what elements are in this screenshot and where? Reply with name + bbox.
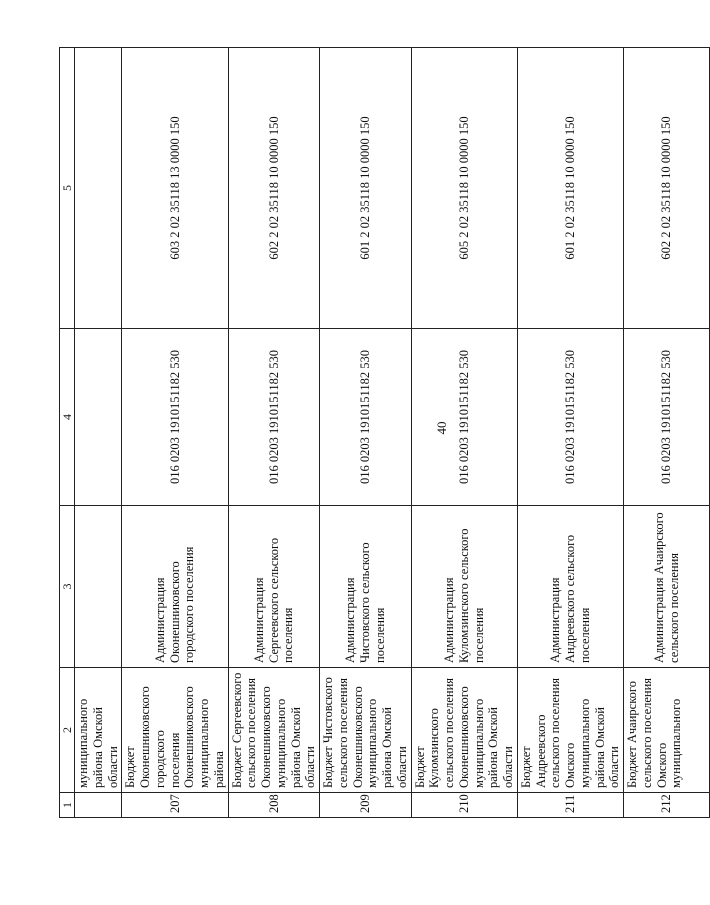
table-row-continuation <box>75 48 122 818</box>
column-header: 5 <box>60 48 75 329</box>
admin-cell <box>75 506 122 668</box>
admin-cell: Администрация Ачаирского сельского поселения <box>624 506 710 668</box>
column-header: 3 <box>60 506 75 668</box>
row-number-cell: 211 <box>517 793 623 818</box>
recipient-cell: Бюджет Ачаирского сельского поселения Омского муниципального <box>624 668 710 793</box>
row-number-cell: 208 <box>228 793 320 818</box>
row-number-cell: 207 <box>122 793 228 818</box>
row-number-cell <box>75 793 122 818</box>
recipient-cell: Бюджет Оконешниковского городского поселения Оконешниковского муниципального района <box>122 668 228 793</box>
column-header: 1 <box>60 793 75 818</box>
table-row <box>228 48 320 818</box>
code2-cell: 601 2 02 35118 10 0000 150 <box>517 48 623 329</box>
code2-cell: 602 2 02 35118 10 0000 150 <box>228 48 320 329</box>
admin-cell: Администрация Сергеевского сельского поселения <box>228 506 320 668</box>
code2-cell: 603 2 02 35118 13 0000 150 <box>122 48 228 329</box>
table-row <box>320 48 412 818</box>
admin-cell: Администрация Андреевского сельского поселения <box>517 506 623 668</box>
admin-cell: Администрация Оконешниковского городского поселения <box>122 506 228 668</box>
admin-cell: Администрация Чистовского сельского поселения <box>320 506 412 668</box>
code2-cell: 601 2 02 35118 10 0000 150 <box>320 48 412 329</box>
table-row <box>411 48 517 818</box>
recipient-cell: муниципального района Омской области <box>75 668 122 793</box>
column-header: 4 <box>60 329 75 506</box>
code2-cell: 605 2 02 35118 10 0000 150 <box>411 48 517 329</box>
rotated-table-wrapper <box>59 48 684 818</box>
table-row <box>624 48 710 818</box>
admin-cell: Администрация Куломзинского сельского поселения <box>411 506 517 668</box>
recipient-cell: Бюджет Куломзинского сельского поселения Оконешниковского муниципального района Омской области <box>411 668 517 793</box>
code1-cell: 016 0203 1910151182 530 <box>122 329 228 506</box>
table-header-row <box>60 48 75 818</box>
code1-cell: 016 0203 1910151182 530 <box>228 329 320 506</box>
row-number-cell: 210 <box>411 793 517 818</box>
recipient-cell: Бюджет Сергеевского сельского поселения Оконешниковского муниципального района Омской области <box>228 668 320 793</box>
recipient-cell: Бюджет Чистовского сельского поселения Оконешниковского муниципального района Омской области <box>320 668 412 793</box>
page-number: 40 <box>434 421 449 435</box>
code1-cell: 016 0203 1910151182 530 <box>411 329 517 506</box>
recipient-cell: Бюджет Андреевского сельского поселения Омского муниципального района Омской области <box>517 668 623 793</box>
row-number-cell: 212 <box>624 793 710 818</box>
code2-cell: 602 2 02 35118 10 0000 150 <box>624 48 710 329</box>
code1-cell: 016 0203 1910151182 530 <box>517 329 623 506</box>
table-row <box>517 48 623 818</box>
code1-cell <box>75 329 122 506</box>
code2-cell <box>75 48 122 329</box>
column-header: 2 <box>60 668 75 793</box>
code1-cell: 016 0203 1910151182 530 <box>320 329 412 506</box>
table-row <box>122 48 228 818</box>
row-number-cell: 209 <box>320 793 412 818</box>
budget-distribution-table <box>59 47 710 818</box>
code1-cell: 016 0203 1910151182 530 <box>624 329 710 506</box>
